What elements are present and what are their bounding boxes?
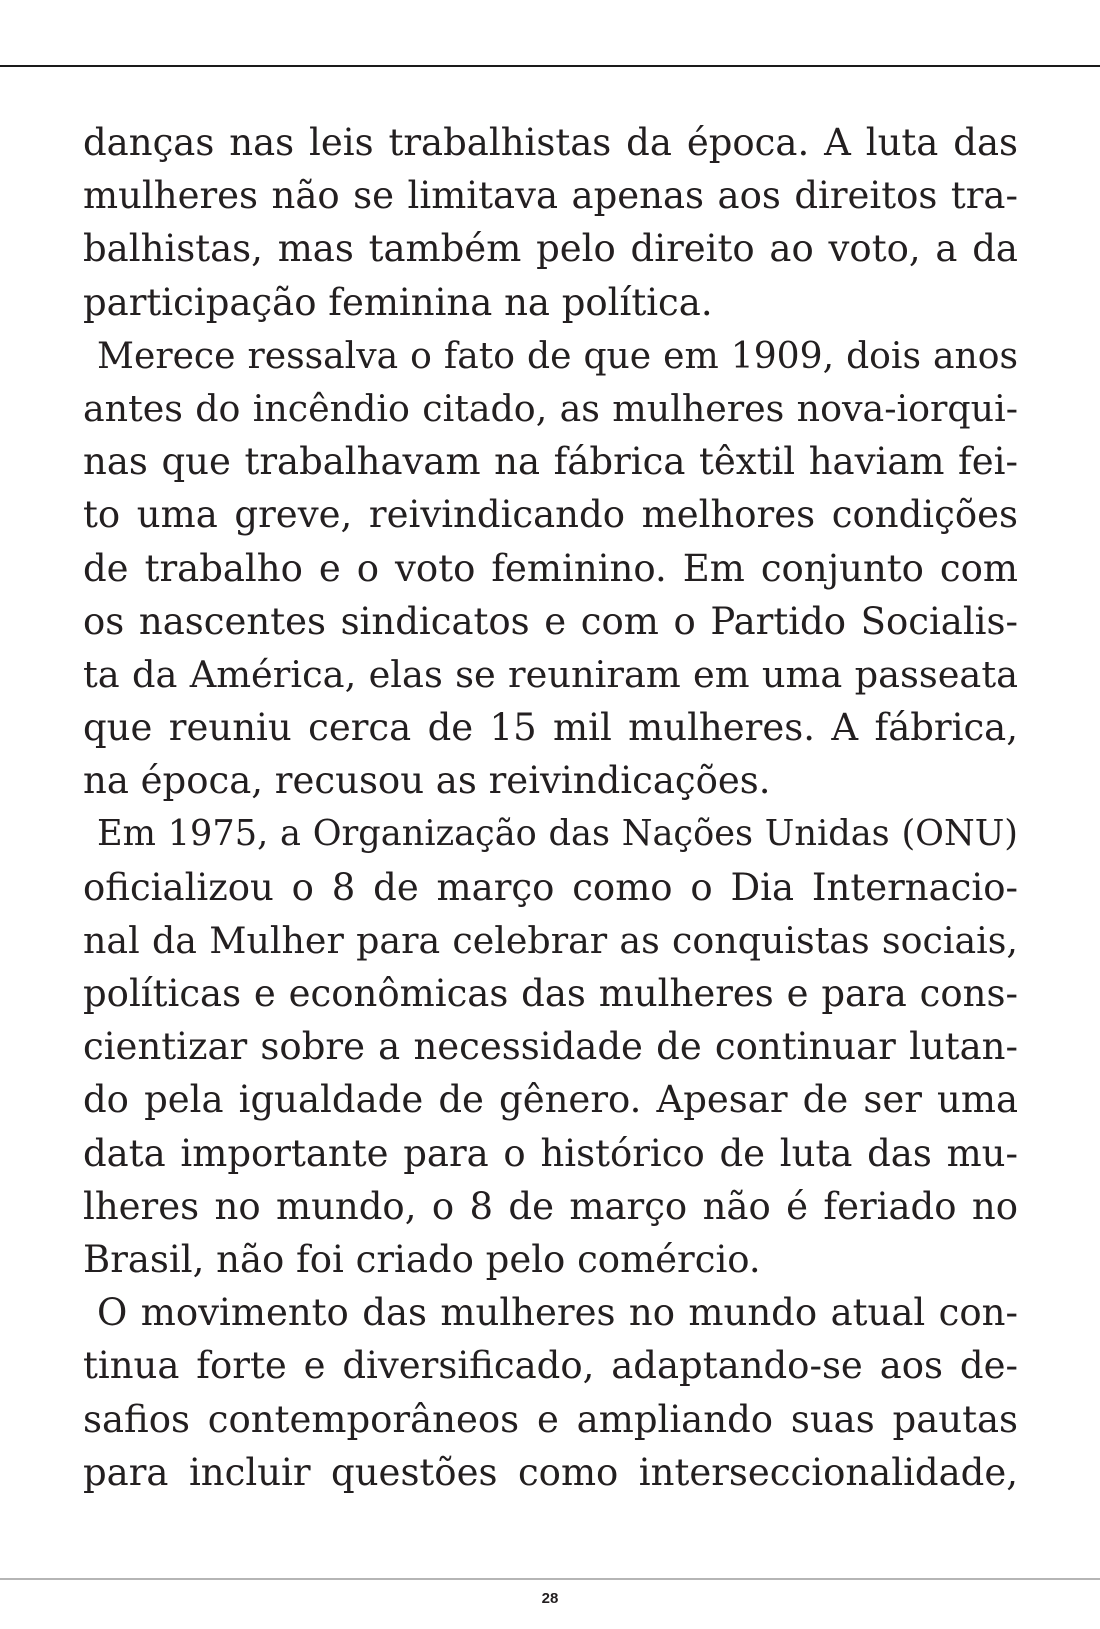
text-line: nas que trabalhavam na fábrica têxtil haviam fei- [83,440,1018,484]
text-line: na época, recusou as reivindicações. [83,759,771,803]
body-text [83,116,1018,1499]
header-rule [0,65,1100,67]
text-line: mulheres não se limitava apenas aos direitos tra- [83,174,1018,218]
text-line: nal da Mulher para celebrar as conquistas sociais, [83,918,1018,962]
text-line: antes do incêndio citado, as mulheres nova-iorqui- [83,386,1018,430]
text-line: que reuniu cerca de 15 mil mulheres. A fábrica, [83,706,1018,750]
text-line: cientizar sobre a necessidade de continuar lutan- [83,1025,1018,1069]
text-line: tinua forte e diversificado, adaptando-se aos de- [83,1344,1018,1388]
text-line: to uma greve, reivindicando melhores condições [83,493,1018,537]
footer-rule [0,1578,1100,1580]
text-line: O movimento das mulheres no mundo atual con- [97,1291,1018,1335]
text-line: políticas e econômicas das mulheres e para cons- [83,972,1018,1015]
text-line: safios contemporâneos e ampliando suas pautas [83,1397,1018,1441]
text-line: ta da América, elas se reuniram em uma passeata [83,652,1018,696]
text-line: Em 1975, a Organização das Nações Unidas (ONU) [97,813,1018,855]
text-line: os nascentes sindicatos e com o Partido Socialis- [83,599,1018,643]
text-line: lheres no mundo, o 8 de março não é feriado no [83,1184,1018,1228]
text-line: oficializou o 8 de março como o Dia Internacio- [83,865,1018,909]
text-line: danças nas leis trabalhistas da época. A luta das [83,121,1018,164]
page-number: 28 [541,1590,559,1607]
text-line: data importante para o histórico de luta das mu- [83,1131,1018,1175]
text-line: participação feminina na política. [83,280,713,324]
text-line: balhistas, mas também pelo direito ao voto, a da [83,227,1018,271]
text-line: Brasil, não foi criado pelo comércio. [83,1237,761,1281]
text-line: de trabalho e o voto feminino. Em conjunto com [83,546,1018,590]
text-line: Merece ressalva o fato de que em 1909, dois anos [97,333,1018,377]
text-line: do pela igualdade de gênero. Apesar de ser uma [83,1078,1018,1122]
text-line: para incluir questões como interseccionalidade, [83,1450,1018,1494]
